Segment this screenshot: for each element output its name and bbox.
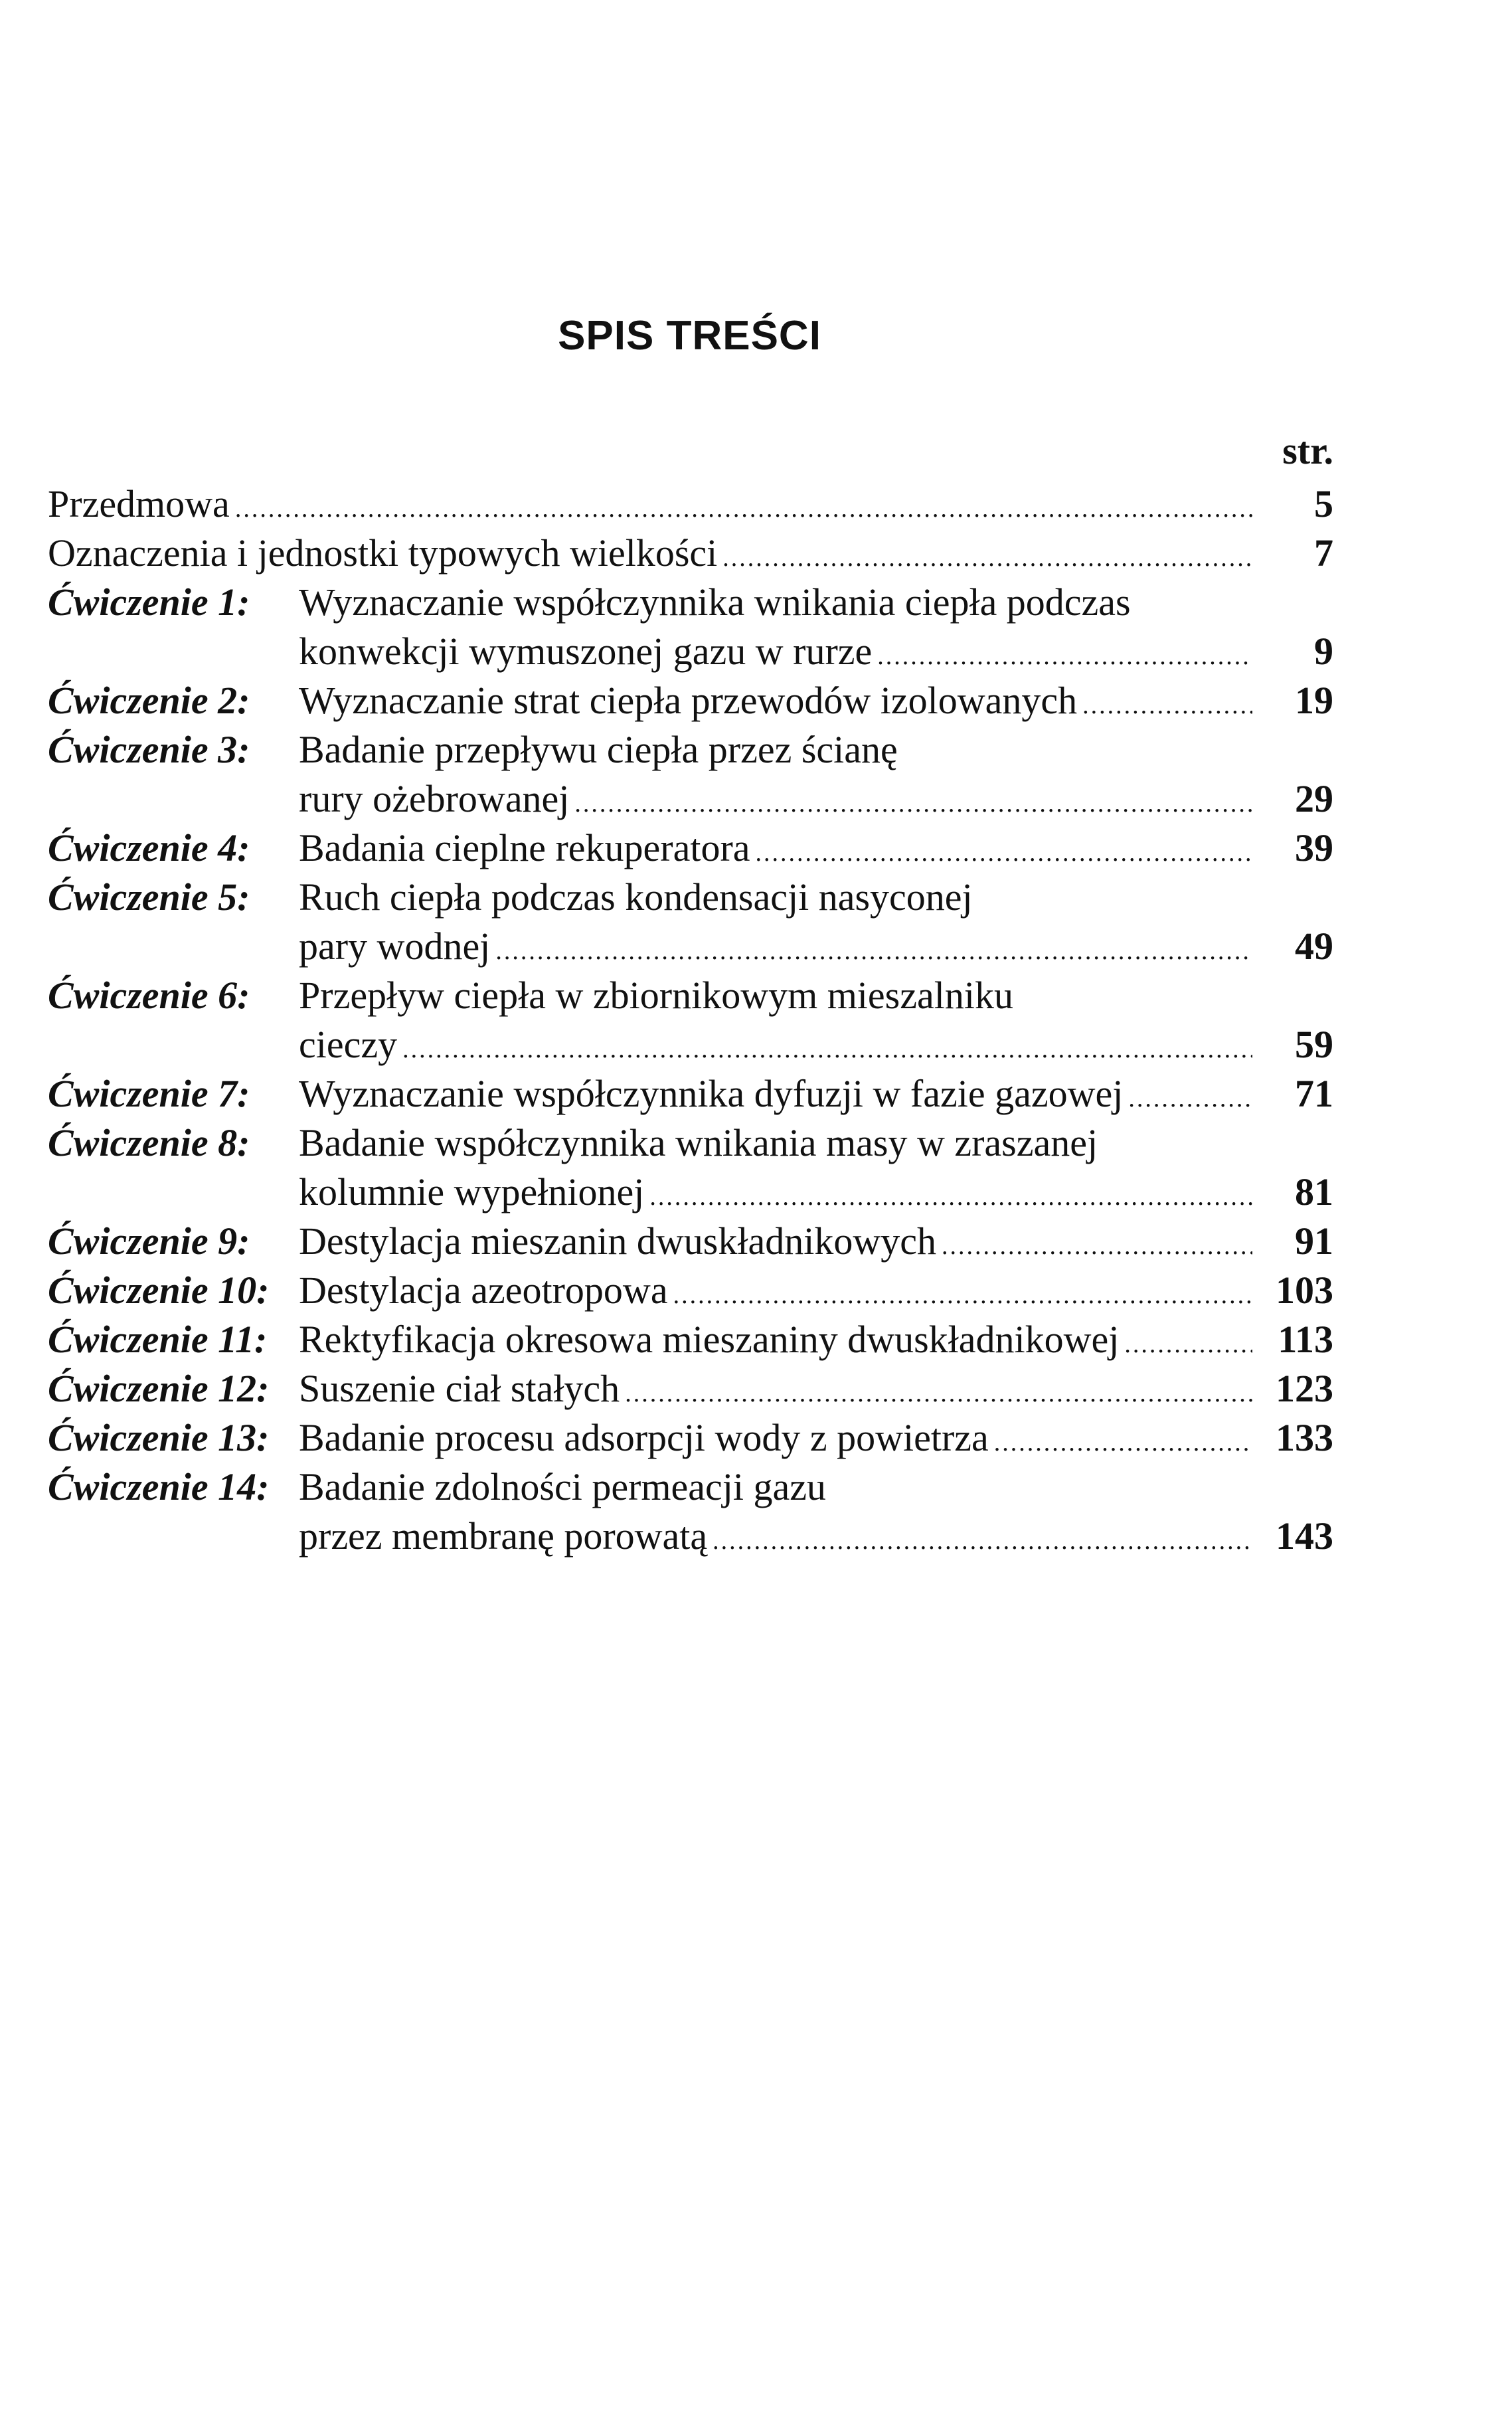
toc-entry-page-number: 91 (1295, 1219, 1333, 1263)
toc-entry-line (48, 627, 1333, 676)
toc-entry-page-number: 81 (1295, 1170, 1333, 1213)
dot-leader (235, 480, 1252, 533)
toc-entry-title: rury ożebrowanej (299, 777, 570, 820)
toc-entry-title: przez membranę porowatą (299, 1514, 708, 1558)
toc-entry-line (48, 676, 1333, 725)
toc-entry-page-number: 49 (1295, 925, 1333, 968)
toc-entry-label: Ćwiczenie 9: (48, 1219, 250, 1263)
toc-entry-line (48, 1020, 1333, 1069)
dot-leader (574, 774, 1252, 828)
toc-entry-page-number: 19 (1295, 679, 1333, 722)
dot-leader (1124, 1315, 1252, 1369)
toc-entry-title: Przedmowa (48, 482, 230, 525)
toc-entry-title: Destylacja azeotropowa (299, 1269, 668, 1312)
toc-entry-label: Ćwiczenie 11: (48, 1318, 268, 1361)
toc-entry-title: Destylacja mieszanin dwuskładnikowych (299, 1219, 936, 1263)
toc-entry-title: Suszenie ciał stałych (299, 1367, 620, 1410)
toc-entry-label: Ćwiczenie 10: (48, 1269, 270, 1312)
toc-entry-page-number: 5 (1314, 482, 1333, 525)
toc-entry-line (48, 1266, 1333, 1315)
toc-entry-page-number: 59 (1295, 1023, 1333, 1066)
toc-entry-line (48, 1463, 1333, 1512)
toc-entry-line (48, 1315, 1333, 1364)
toc-entry-line (48, 1168, 1333, 1217)
toc-entry-label: Ćwiczenie 1: (48, 580, 250, 624)
toc-entry-title: pary wodnej (299, 925, 491, 968)
toc-entry-label: Ćwiczenie 4: (48, 826, 250, 869)
toc-entry-label: Ćwiczenie 7: (48, 1072, 250, 1115)
dot-leader (713, 1512, 1252, 1565)
page-column-label: str. (1282, 429, 1333, 472)
toc-entry-line (48, 824, 1333, 873)
dot-leader (402, 1020, 1252, 1074)
toc-entry-label: Ćwiczenie 12: (48, 1367, 270, 1410)
toc-entry-line (48, 1118, 1333, 1168)
toc-entry-line (48, 774, 1333, 824)
toc-entry-label: Ćwiczenie 6: (48, 974, 250, 1017)
dot-leader (649, 1168, 1252, 1221)
toc-entry-label: Ćwiczenie 13: (48, 1416, 270, 1459)
toc-entry-title: Badanie przepływu ciepła przez ścianę (299, 728, 898, 771)
dot-leader (625, 1364, 1252, 1418)
dot-leader (994, 1413, 1252, 1467)
toc-entry-page-number: 39 (1295, 826, 1333, 869)
toc-entry-page-number: 7 (1314, 531, 1333, 575)
toc-entry-line (48, 922, 1333, 971)
toc-entry-page-number: 133 (1276, 1416, 1333, 1459)
dot-leader (877, 627, 1252, 681)
toc-entry-title: Oznaczenia i jednostki typowych wielkości (48, 531, 718, 575)
toc-entry-page-number: 9 (1314, 630, 1333, 673)
toc-entry-title: Badania cieplne rekuperatora (299, 826, 750, 869)
toc-entry-page-number: 103 (1276, 1269, 1333, 1312)
dot-leader (673, 1266, 1252, 1320)
toc-entry-line (48, 1217, 1333, 1266)
dot-leader (1128, 1069, 1252, 1123)
toc-entry-title: cieczy (299, 1023, 398, 1066)
toc-entry-line (48, 725, 1333, 774)
toc-entry-page-number: 29 (1295, 777, 1333, 820)
toc-entry-line (48, 1512, 1333, 1561)
toc-entry-title: Wyznaczanie strat ciepła przewodów izolowanych (299, 679, 1078, 722)
toc-entry-title: Badanie zdolności permeacji gazu (299, 1465, 826, 1508)
toc-entry-title: Wyznaczanie współczynnika wnikania ciepła podczas (299, 580, 1131, 624)
toc-entry-line (48, 1413, 1333, 1463)
toc-entry-page-number: 113 (1278, 1318, 1333, 1361)
toc-entry-line (48, 971, 1333, 1020)
toc-entry-title: Badanie współczynnika wnikania masy w zraszanej (299, 1121, 1098, 1164)
toc-entry-title: Rektyfikacja okresowa mieszaniny dwuskładnikowej (299, 1318, 1120, 1361)
dot-leader (722, 529, 1252, 582)
toc-entry-label: Ćwiczenie 3: (48, 728, 250, 771)
dot-leader (495, 922, 1252, 976)
toc-entry-title: Przepływ ciepła w zbiornikowym mieszalniku (299, 974, 1013, 1017)
dot-leader (1082, 676, 1252, 730)
toc-entry-title: kolumnie wypełnionej (299, 1170, 645, 1213)
toc-entry-label: Ćwiczenie 2: (48, 679, 250, 722)
toc-entry-line (48, 578, 1333, 627)
toc-entry-title: Ruch ciepła podczas kondensacji nasyconej (299, 875, 973, 919)
toc-entry-line (48, 529, 1333, 578)
table-of-contents (48, 480, 1333, 1561)
dot-leader (942, 1217, 1252, 1271)
toc-entry-title: Badanie procesu adsorpcji wody z powietrza (299, 1416, 989, 1459)
toc-entry-label: Ćwiczenie 5: (48, 875, 250, 919)
toc-entry-label: Ćwiczenie 8: (48, 1121, 250, 1164)
dot-leader (756, 824, 1252, 877)
page-title: SPIS TREŚCI (558, 313, 821, 359)
toc-entry-title: konwekcji wymuszonej gazu w rurze (299, 630, 873, 673)
toc-entry-line (48, 1069, 1333, 1118)
toc-entry-page-number: 123 (1276, 1367, 1333, 1410)
toc-entry-line (48, 873, 1333, 922)
toc-entry-line (48, 480, 1333, 529)
toc-entry-label: Ćwiczenie 14: (48, 1465, 270, 1508)
toc-entry-line (48, 1364, 1333, 1413)
toc-entry-title: Wyznaczanie współczynnika dyfuzji w fazie gazowej (299, 1072, 1124, 1115)
toc-entry-page-number: 71 (1295, 1072, 1333, 1115)
toc-entry-page-number: 143 (1276, 1514, 1333, 1558)
